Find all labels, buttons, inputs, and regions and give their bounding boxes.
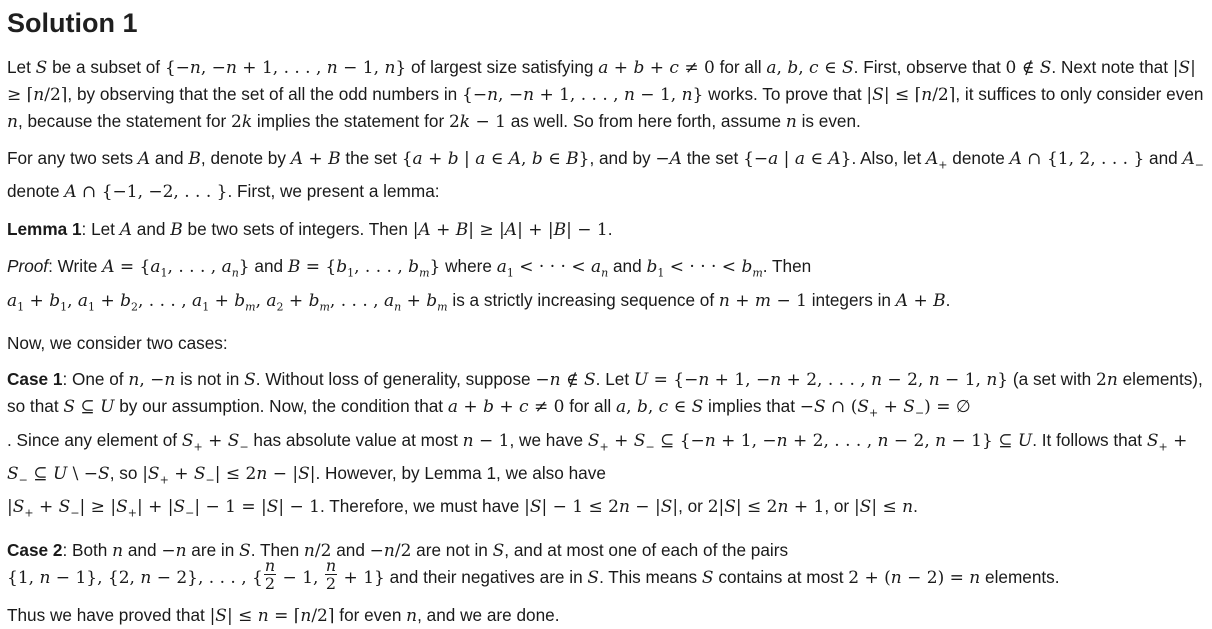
case-1-label: Case 1 bbox=[7, 369, 63, 390]
case-2-label: Case 2 bbox=[7, 539, 63, 560]
case-2: Case 2: Both n and −n are in S. Then n/2 and −n/2 are not in S, and at most one of each of the pairs {1, n − 1}, {2, n − 2}, . . . , { $\frac{n}{2}$ − 1, $\frac{n}{2}$ + 1} and their negatives are in S. This means S contains at most 2 + (n − 2) = n elements. bbox=[7, 539, 1060, 593]
conclusion: Thus we have proved that |S| ≤ n = ⌈n/2⌉ for even n, and we are done. bbox=[7, 604, 560, 626]
cases-intro: Now, we consider two cases: bbox=[7, 333, 228, 354]
paragraph-definitions: For any two sets A and B, denote by A + B the set {a + b | a ∈ A, b ∈ B}, and by −A the set {−a | a ∈ A}. Also, let $A_+$ denote A ∩ {1, 2, . . . } and $A_-$ denote A ∩ {−1, −2, . . . }. First, we present a lemma: bbox=[7, 148, 1204, 203]
page-title: Solution 1 bbox=[7, 8, 138, 38]
lemma-statement: Lemma 1: Let A and B be two sets of integers. Then |A + B| ≥ |A| + |B| − 1. bbox=[7, 219, 613, 241]
lemma-proof: Proof: Write $A = \{a_1$, . . . , $a_n$} and $B = \{b_1$, . . . , $b_m$} where $a_1$ < · · · < $a_n$ and $b_1$ < · · · < $b_m$. Then $a_1 + b_1$, $a_1 + b_2$, . . . , $a_1 + b_m$, $a_2 + b_m$, . . . , $a_n + b_m$ is a strictly increasing sequence of n + m − 1 integers in A + B. bbox=[7, 256, 951, 314]
proof-label: Proof bbox=[7, 256, 49, 277]
case-1: Case 1: One of n, −n is not in S. Without loss of generality, suppose −n ∉ S. Let U = {−n + 1, −n + 2, . . . , n − 2, n − 1, n} (a set with 2n elements), so that S ⊆ U by our assumption. Now, the condition that a + b + c ≠ 0 for all a, b, c ∈ S implies that −S ∩ $(S_+ + S_-)$ = ∅ . Since any element of $S_+ + S_-$ has absolute value at most n − 1, we have $S_+ + S_-$ ⊆ {−n + 1, −n + 2, . . . , n − 2, n − 1} ⊆ U. It follows that $S_+ + S_-$ ⊆ U \ −S, so $|S_+ + S_-| \le 2n - |S|$. However, by Lemma 1, we also have $|S_+ + S_-| \ge |S_+| + |S_-| - 1 = |S| - 1$. Therefore, we must have |S| − 1 ≤ 2n − |S|, or 2|S| ≤ 2n + 1, or |S| ≤ n. bbox=[7, 369, 1203, 520]
lemma-label: Lemma 1 bbox=[7, 219, 82, 240]
paragraph-intro: Let S be a subset of {−n, −n + 1, . . . , n − 1, n} of largest size satisfying a + b + c ≠ 0 for all a, b, c ∈ S. First, observe that 0 ∉ S. Next note that |S| ≥ ⌈n/2⌉, by observing that the set of all the odd numbers in {−n, −n + 1, . . . , n − 1, n} works. To prove that |S| ≤ ⌈n/2⌉, it suffices to only consider even n, because the statement for 2k implies the statement for 2k − 1 as well. So from here forth, assume n is even. bbox=[7, 57, 1204, 132]
